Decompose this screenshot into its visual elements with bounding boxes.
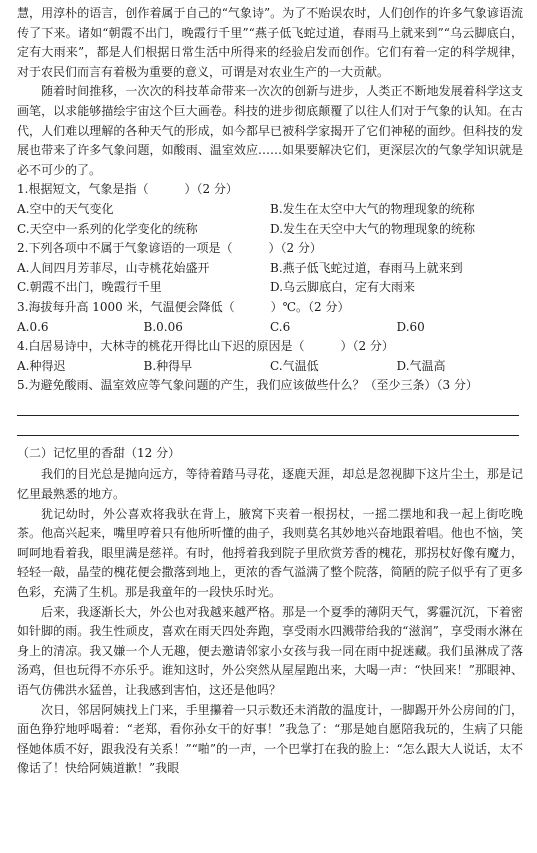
answer-line[interactable] — [17, 416, 519, 436]
option-b: B.种得早 — [143, 358, 193, 373]
option-a: A.人间四月芳菲尽，山寺桃花始盛开 — [17, 260, 210, 275]
option-a: A.空中的天气变化 — [17, 201, 114, 216]
passage-paragraph: 次日，邻居阿姨找上门来，手里攥着一只示数还未消散的温度计，一脚踢开外公房间的门，面色狰狞地呼喝着：“老郑，看你孙女干的好事！”我急了：“那是她自愿陪我玩的，生病了只能怪她体质不好，跟我没有关系！”“啪”的一声，一个巴掌打在我的脸上：“怎么跟大人说话，太不像话了！快给阿姨道歉！”我眼 — [17, 702, 523, 776]
option-d: D.乌云脚底白，定有大雨来 — [270, 280, 416, 295]
option-c: C.气温低 — [270, 358, 319, 373]
passage-paragraph: 我们的目光总是抛向远方，等待着踏马寻花，逐鹿天涯，却总是忽视脚下这片尘土，那是记忆里最熟悉的地方。 — [17, 467, 523, 502]
option-c: C.天空中一系列的化学变化的统称 — [17, 221, 198, 236]
question-stem: 2.下列各项中不属于气象谚语的一项是（ ）（2 分） — [17, 241, 322, 256]
question-1 — [17, 180, 523, 239]
passage-paragraph: 后来，我逐渐长大，外公也对我越来越严格。那是一个夏季的薄阴天气，雾霾沉沉，下着密如针脚的雨。我生性顽皮，喜欢在雨天四处奔跑，享受雨水四溅带给我的“滋润”，享受雨水淋在身上的清凉。我又嫌一个人无趣，便去邀请邻家小女孩与我一同在雨中捉迷藏。我们虽淋成了落汤鸡，但也玩得不亦乐乎。谁知这时，外公突然从屋屋跑出来，大喝一声：“快回来！”那眼神、语气仿佛洪水猛兽，让我感到害怕，这还是他吗？ — [17, 604, 523, 697]
option-a: A.种得迟 — [17, 358, 66, 373]
option-d: D.60 — [396, 319, 425, 334]
question-5 — [17, 376, 523, 436]
option-b: B.发生在太空中大气的物理现象的统称 — [270, 201, 475, 216]
section-2 — [17, 444, 523, 779]
passage-paragraph: 犹记幼时，外公喜欢将我驮在背上，腋窝下夹着一根拐杖，一摇二摆地和我一起上街吃晚茶。他高兴起来，嘴里哼着只有他所听懂的曲子，我则莫名其妙地兴奋地跟着唱。他也不恼，笑呵呵地看着我，眼里满是慈祥。有时，他捋着我到院子里欣赏芳香的槐花，那拐杖好像有魔力，轻轻一敲，晶莹的槐花便会撒落到地上，更浓的香气溢满了整个院落，简陋的院子似乎有了更多色彩，充满了生机。那是我童年的一段快乐时光。 — [17, 506, 523, 600]
option-row — [17, 220, 523, 240]
option-row — [17, 278, 523, 298]
option-d: D.气温高 — [396, 358, 446, 373]
option-b: B.0.06 — [143, 319, 183, 334]
passage-paragraph: 慧，用淳朴的语言，创作着属于自己的“气象诗”。为了不贻误农时，人们创作的许多气象谚语流传了下来。诸如“朝霞不出门，晚霞行千里”“燕子低飞蛇过道，春雨马上就来到”“乌云脚底白，定有大雨来”，都是人们根据日常生活中所得来的经验启发而创作。它们有着一定的科学规律，对于农民们而言有着极为重要的意义，可谓是对农业生产的一大贡献。 — [17, 6, 523, 79]
section-title: （二）记忆里的香甜（12 分） — [17, 445, 181, 460]
option-c: C.朝霞不出门，晚霞行千里 — [17, 280, 162, 295]
option-c: C.6 — [270, 319, 291, 334]
option-row — [17, 200, 523, 220]
option-b: B.燕子低飞蛇过道，春雨马上就来到 — [270, 260, 463, 275]
question-4 — [17, 337, 523, 376]
passage-paragraph: 随着时间推移，一次次的科技革命带来一次次的创新与进步，人类正不断地发展着科学这支画笔，以求能够描绘宇宙这个巨大画卷。科技的进步彻底颠覆了以往人们对于气象的认知。在古代，人们难以理解的各种天气的形成，如今都早已被科学家揭开了它们神秘的面纱。但科技的发展也带来了许多气象问题，如酸雨、温室效应……如果要解决它们，更深层次的气象学知识就是必不可少的了。 — [17, 84, 523, 177]
option-d: D.发生在天空中大气的物理现象的统称 — [270, 221, 476, 236]
question-stem: 1.根据短文，气象是指（ ）（2 分） — [17, 182, 238, 197]
answer-line[interactable] — [17, 396, 519, 416]
option-row — [17, 259, 523, 279]
question-stem: 3.海拔每升高 1000 米，气温便会降低（ ）℃。（2 分） — [17, 299, 350, 314]
question-stem: 4.白居易诗中，大林寺的桃花开得比山下迟的原因是（ ）（2 分） — [17, 339, 394, 354]
question-2 — [17, 239, 523, 298]
option-row — [17, 357, 523, 377]
option-a: A.0.6 — [17, 319, 49, 334]
question-stem: 5.为避免酸雨、温室效应等气象问题的产生，我们应该做些什么？（至少三条）（3 分） — [17, 378, 478, 393]
question-3 — [17, 298, 523, 337]
option-row — [17, 318, 523, 338]
